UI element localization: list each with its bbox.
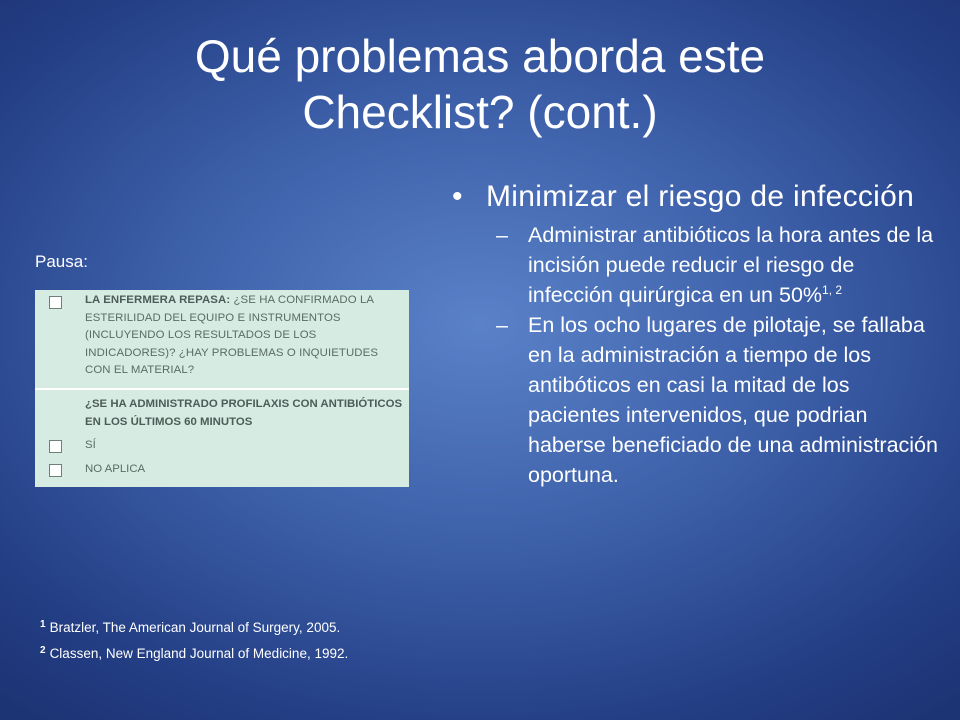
slide-title: [60, 28, 900, 140]
reference-number: 1: [40, 618, 46, 630]
dash-icon: –: [496, 313, 508, 337]
checklist-block-sterility: [35, 290, 409, 388]
main-bullet: [452, 178, 942, 216]
main-bullet-text: Minimizar el riesgo de infección: [486, 180, 915, 213]
checkbox-icon: [49, 296, 62, 309]
checklist-nurse-label: LA ENFERMERA REPASA:: [85, 294, 231, 306]
references: [40, 620, 348, 672]
reference-item: [40, 646, 348, 672]
bullet-icon: •: [452, 180, 463, 213]
sub-bullet-text: Administrar antibióticos la hora antes de la incisión puede reducir el riesgo de infección quirúrgica en un 50%: [528, 223, 934, 307]
sub-bullet: [452, 220, 942, 310]
sub-bullet: [452, 310, 942, 490]
citation-superscript: 1, 2: [822, 282, 843, 297]
reference-number: 2: [40, 644, 46, 656]
sub-bullet-list: [452, 220, 942, 490]
slide-title-line2: Checklist? (cont.): [302, 86, 658, 138]
reference-item: [40, 620, 348, 646]
reference-text: Classen, New England Journal of Medicine, 1992.: [49, 646, 349, 661]
checklist-option-no-aplica: NO APLICA: [85, 463, 146, 475]
pausa-label: Pausa:: [35, 252, 88, 271]
sub-bullet-text: En los ocho lugares de pilotaje, se fallaba en la administración a tiempo de los antibóticos en casi la mitad de los pacientes intervenidos, que podrian haberse beneficiado de una administración oportuna.: [528, 313, 938, 487]
dash-icon: –: [496, 223, 508, 247]
reference-text: Bratzler, The American Journal of Surgery, 2005.: [49, 620, 341, 635]
checklist-antibiotics-question: ¿SE HA ADMINISTRADO PROFILAXIS CON ANTIBIÓTICOS EN LOS ÚLTIMOS 60 MINUTOS: [85, 398, 403, 428]
checklist-sterility-text: [85, 292, 403, 380]
checkbox-icon: [49, 440, 62, 453]
checklist-option-si: SÍ: [85, 439, 96, 451]
content-list: [452, 178, 942, 490]
checklist-sterility-question: ¿SE HA CONFIRMADO LA ESTERILIDAD DEL EQUIPO E INSTRUMENTOS (INCLUYENDO LOS RESULTADOS DE LOS INDICADORES)? ¿HAY PROBLEMAS O INQUIETUDES CON EL MATERIAL?: [85, 294, 379, 376]
checkbox-icon: [49, 464, 62, 477]
checklist-block-antibiotics: [35, 390, 409, 487]
checklist-image: [35, 290, 409, 487]
slide-title-line1: Qué problemas aborda este: [194, 30, 766, 82]
